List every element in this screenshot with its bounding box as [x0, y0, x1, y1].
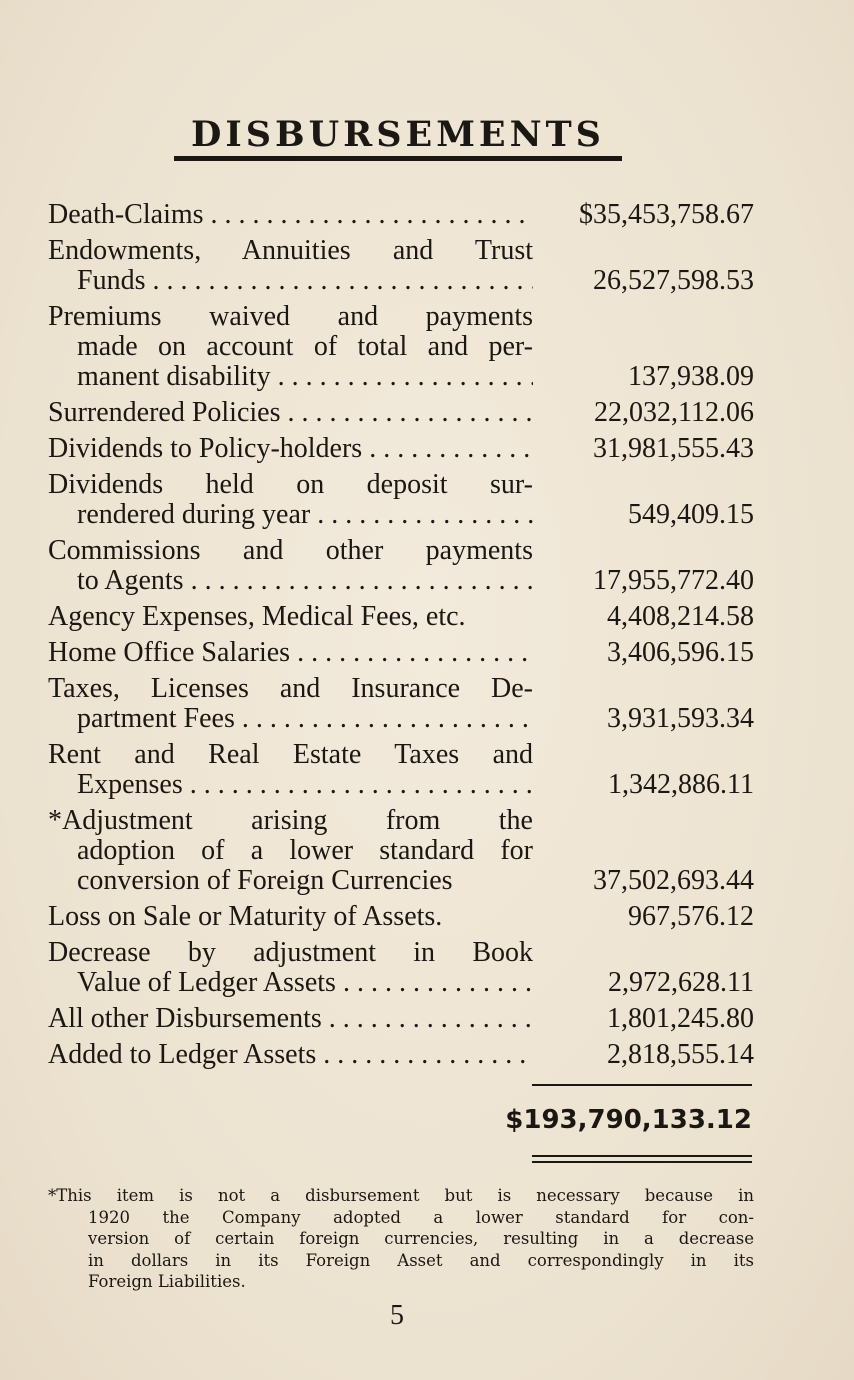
row-label-line: *Adjustment arising from the [48, 806, 533, 836]
total-rule-top [532, 1084, 752, 1086]
footnote-line: in dollars in its Foreign Asset and correspondingly in its [88, 1250, 754, 1270]
row-label-line: Endowments, Annuities and Trust [48, 236, 533, 266]
row-label [48, 302, 533, 392]
title-underline [174, 156, 622, 161]
row-label-line: conversion of Foreign Currencies [77, 866, 453, 896]
row-label-line: Added to Ledger Assets . . . [48, 1040, 533, 1070]
table-row [48, 740, 754, 800]
row-amount: 967,576.12 [628, 901, 754, 932]
row-label-line: made on account of total and per- [77, 332, 533, 362]
table-row [48, 602, 754, 632]
row-label [48, 398, 533, 428]
row-label-line: Decrease by adjustment in Book [48, 938, 533, 968]
row-label [48, 536, 533, 596]
table-row [48, 398, 754, 428]
total-double-rule-lower [532, 1161, 752, 1163]
row-label-line: Taxes, Licenses and Insurance De- [48, 674, 533, 704]
row-label-line: to Agents . . . [48, 566, 533, 596]
row-label-line: All other Disbursements . . . [48, 1004, 533, 1034]
row-amount: 26,527,598.53 [593, 265, 754, 296]
disbursements-table [48, 200, 754, 1076]
table-row [48, 902, 754, 932]
row-label [48, 806, 533, 896]
row-label-line: rendered during year . . . [48, 500, 533, 530]
table-row [48, 638, 754, 668]
row-label-line: Dividends held on deposit sur- [48, 470, 533, 500]
row-label-line: Funds . . . [48, 266, 533, 296]
row-label [48, 470, 533, 530]
row-amount: $35,453,758.67 [579, 199, 754, 230]
footnote-line: 1920 the Company adopted a lower standard for con- [88, 1207, 754, 1227]
row-label-line: Value of Ledger Assets . . . [48, 968, 533, 998]
table-row [48, 536, 754, 596]
footnote-line: version of certain foreign currencies, resulting in a decrease [88, 1229, 754, 1248]
row-label-line: Dividends to Policy-holders . . . [48, 434, 533, 464]
row-label-line: Loss on Sale or Maturity of Assets. [48, 902, 443, 932]
row-label [48, 200, 533, 230]
table-row [48, 806, 754, 896]
row-label-line: manent disability . . . [48, 362, 533, 392]
row-label-line: partment Fees . . . [48, 704, 533, 734]
table-row [48, 200, 754, 230]
table-row [48, 1004, 754, 1034]
row-label [48, 236, 533, 296]
row-label-line: Commissions and other payments [48, 536, 533, 566]
row-amount: 4,408,214.58 [607, 601, 754, 632]
row-amount: 137,938.09 [628, 361, 754, 392]
table-row [48, 1040, 754, 1070]
table-row [48, 302, 754, 392]
row-amount: 3,406,596.15 [607, 637, 754, 668]
row-label [48, 434, 533, 464]
page-title: DISBURSEMENTS [191, 114, 605, 155]
row-label-line: Home Office Salaries . . . [48, 638, 533, 668]
row-label-line: Death-Claims . . . [48, 200, 533, 230]
row-label [48, 902, 533, 932]
row-label [48, 674, 533, 734]
footnote-line: *This item is not a disbursement but is necessary because in [48, 1186, 754, 1205]
row-label-line: Rent and Real Estate Taxes and [48, 740, 533, 770]
row-label [48, 638, 533, 668]
row-amount: 2,972,628.11 [608, 967, 754, 998]
row-amount: 1,342,886.11 [608, 769, 754, 800]
footnote-line: Foreign Liabilities. [88, 1272, 246, 1291]
row-amount: 1,801,245.80 [607, 1003, 754, 1034]
row-amount: 3,931,593.34 [607, 703, 754, 734]
row-amount: 549,409.15 [628, 499, 754, 530]
row-label-line: Premiums waived and payments [48, 302, 533, 332]
row-label-line: Agency Expenses, Medical Fees, etc. [48, 602, 466, 632]
row-label [48, 1004, 533, 1034]
row-amount: 31,981,555.43 [593, 433, 754, 464]
row-label [48, 1040, 533, 1070]
row-label-line: Surrendered Policies . . . [48, 398, 533, 428]
table-row [48, 938, 754, 998]
row-label-line: adoption of a lower standard for [77, 836, 533, 866]
table-row [48, 470, 754, 530]
table-row [48, 236, 754, 296]
row-label [48, 602, 533, 632]
row-label [48, 740, 533, 800]
total-double-rule-upper [532, 1155, 752, 1157]
page-number: 5 [390, 1300, 404, 1331]
row-label-line: Expenses . . . [48, 770, 533, 800]
total-amount: $193,790,133.12 [505, 1105, 752, 1135]
row-amount: 37,502,693.44 [593, 865, 754, 896]
table-row [48, 434, 754, 464]
row-amount: 17,955,772.40 [593, 565, 754, 596]
footnote [48, 1185, 754, 1293]
row-amount: 22,032,112.06 [594, 397, 754, 428]
table-row [48, 674, 754, 734]
row-amount: 2,818,555.14 [607, 1039, 754, 1070]
row-label [48, 938, 533, 998]
